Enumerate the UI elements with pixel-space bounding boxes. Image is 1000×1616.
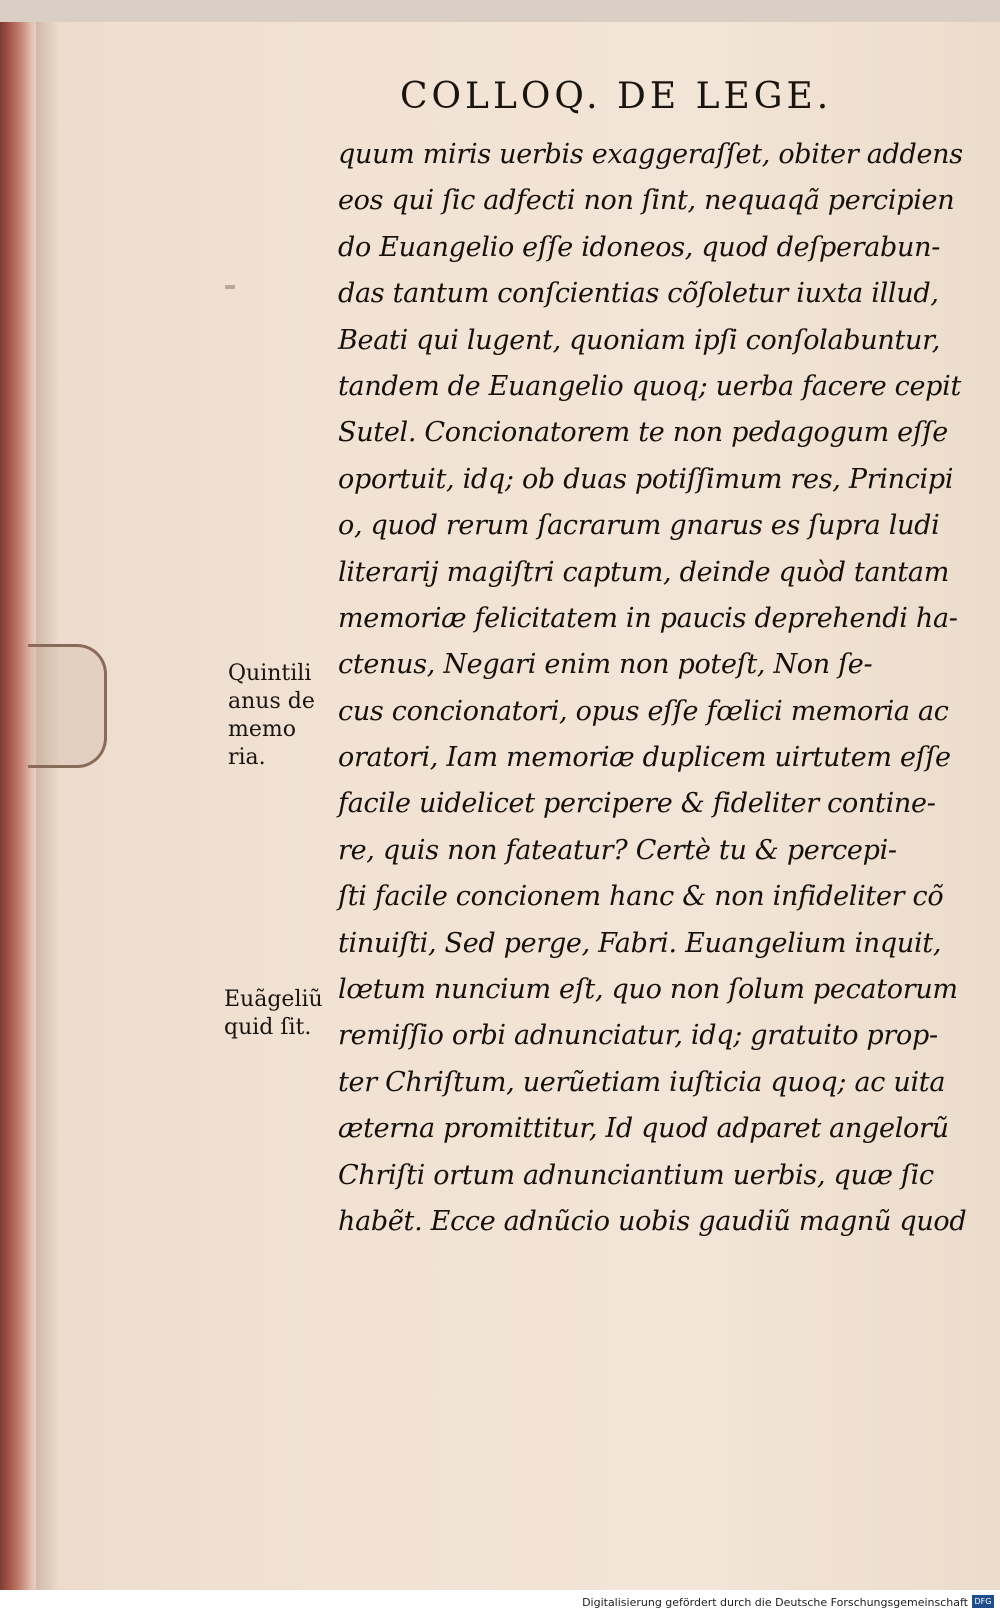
text-line: ctenus, Negari enim non poteſt, Non ſe- (338, 649, 873, 681)
text-line: ſti facile concionem hanc & non infideliter cõ (338, 881, 944, 913)
text-line: das tantum conſcientias cõſoletur iuxta illud, (338, 278, 939, 310)
text-line: æterna promittitur, Id quod adparet angelorũ (338, 1113, 949, 1145)
margin-note-line: memo (228, 717, 296, 742)
margin-note-line: anus de (228, 689, 315, 714)
text-line: facile uidelicet percipere & fideliter contine- (338, 788, 936, 820)
text-line: tinuiſti, Sed perge, Fabri. Euangelium inquit, (338, 927, 942, 959)
text-line: o, quod rerum ſacrarum gnarus es ſupra ludi (338, 510, 940, 542)
text-line: memoriæ felicitatem in paucis deprehendi ha- (338, 602, 958, 634)
text-line: literarij magiſtri captum, deinde quòd tantam (338, 556, 950, 588)
text-line: Chriſti ortum adnunciantium uerbis, quæ ſic (338, 1159, 934, 1191)
text-line: eos qui ſic adfecti non ſint, nequaqã percipien (338, 185, 955, 217)
text-line: Beati qui lugent, quoniam ipſi conſolabuntur, (338, 324, 941, 356)
text-line: habẽt. Ecce adnũcio uobis gaudiũ magnũ quod (338, 1205, 967, 1237)
text-line: oratori, Iam memoriæ duplicem uirtutem eſſe (338, 742, 951, 774)
margin-note-line: ria. (228, 745, 266, 770)
text-line: lœtum nuncium eſt, quo non ſolum pecatorum (338, 974, 958, 1006)
text-line: remiſſio orbi adnunciatur, idq; gratuito prop- (338, 1020, 938, 1052)
body-text (338, 132, 967, 1245)
text-line: oportuit, idq; ob duas potiſſimum res, Principi (338, 463, 954, 495)
text-line: ter Chriſtum, uerũetiam iuſticia quoq; ac uita (338, 1066, 946, 1098)
margin-note-line: Euãgeliũ (224, 987, 323, 1012)
text-line: cus concionatori, opus eſſe fœlici memoria ac (338, 695, 949, 727)
text-line: quum miris uerbis exaggeraſſet, obiter addens (338, 139, 963, 170)
margin-note-evangelium (224, 986, 323, 1042)
book-edge (0, 22, 40, 1590)
footer-credit: Digitalisierung gefördert durch die Deutsche Forschungsgemeinschaft (582, 1596, 968, 1609)
margin-note-line: quid ſit. (224, 1015, 312, 1040)
text-line: do Euangelio eſſe idoneos, quod deſperabun- (338, 231, 941, 263)
running-head: COLLOQ. DE LEGE. (400, 76, 833, 117)
text-line: Sutel. Concionatorem te non pedagogum eſſe (338, 417, 948, 449)
book-clasp-strap (28, 644, 107, 768)
bleed-through-mark (225, 285, 235, 289)
dfg-logo: DFG (972, 1595, 994, 1608)
margin-note-quintilianus (228, 660, 315, 772)
gutter-shadow (36, 22, 60, 1590)
text-line: re, quis non fateatur? Certè tu & percepi- (338, 834, 897, 866)
margin-note-line: Quintili (228, 661, 312, 686)
text-line: tandem de Euangelio quoq; uerba facere cepit (338, 370, 962, 402)
